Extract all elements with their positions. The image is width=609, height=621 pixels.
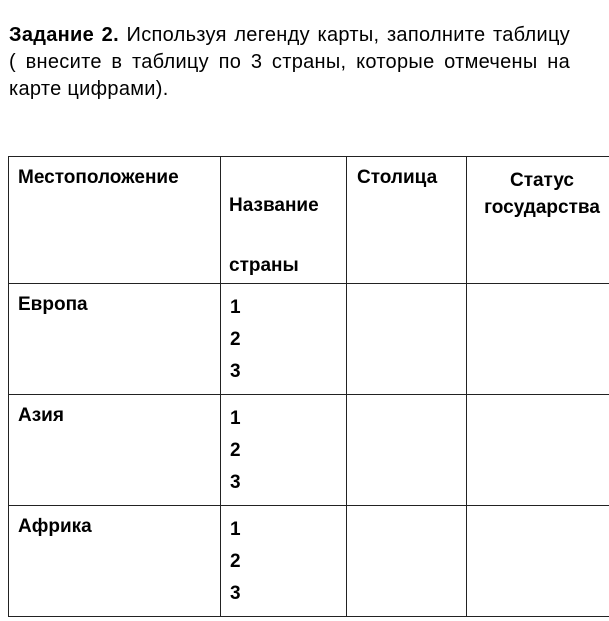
header-country-name-line2: страны [229, 255, 299, 276]
header-country-name-line1: Название [229, 195, 319, 216]
country-number: 2 [230, 551, 241, 572]
table-row-africa [9, 506, 609, 617]
header-country-name [221, 157, 347, 284]
country-number: 1 [230, 297, 241, 318]
country-number: 2 [230, 440, 241, 461]
capital-cell[interactable] [347, 395, 467, 506]
country-number: 3 [230, 472, 241, 493]
header-location: Местоположение [9, 157, 221, 284]
task-instructions: Используя легенду карты, заполните таблицу ( внесите в таблицу по 3 страны, которые отмечены на карте цифрами). [9, 24, 570, 100]
country-number: 3 [230, 361, 241, 382]
table-row-europe [9, 284, 609, 395]
task-title: Задание 2. [9, 24, 119, 46]
country-number-cell [221, 506, 347, 617]
capital-cell[interactable] [347, 506, 467, 617]
country-number: 2 [230, 329, 241, 350]
region-cell: Азия [9, 395, 221, 506]
header-status [467, 157, 609, 284]
status-cell[interactable] [467, 395, 609, 506]
region-cell: Африка [9, 506, 221, 617]
assignment-table [8, 156, 609, 617]
country-number-cell [221, 395, 347, 506]
country-number-cell [221, 284, 347, 395]
country-number: 1 [230, 519, 241, 540]
header-capital: Столица [347, 157, 467, 284]
table-row-asia [9, 395, 609, 506]
country-number: 1 [230, 408, 241, 429]
region-cell: Европа [9, 284, 221, 395]
country-number: 3 [230, 583, 241, 604]
header-status-line1: Статус [509, 170, 575, 191]
status-cell[interactable] [467, 506, 609, 617]
capital-cell[interactable] [347, 284, 467, 395]
status-cell[interactable] [467, 284, 609, 395]
header-status-line2: государства [484, 197, 600, 218]
task-text [9, 22, 570, 103]
table-header-row [9, 157, 609, 284]
